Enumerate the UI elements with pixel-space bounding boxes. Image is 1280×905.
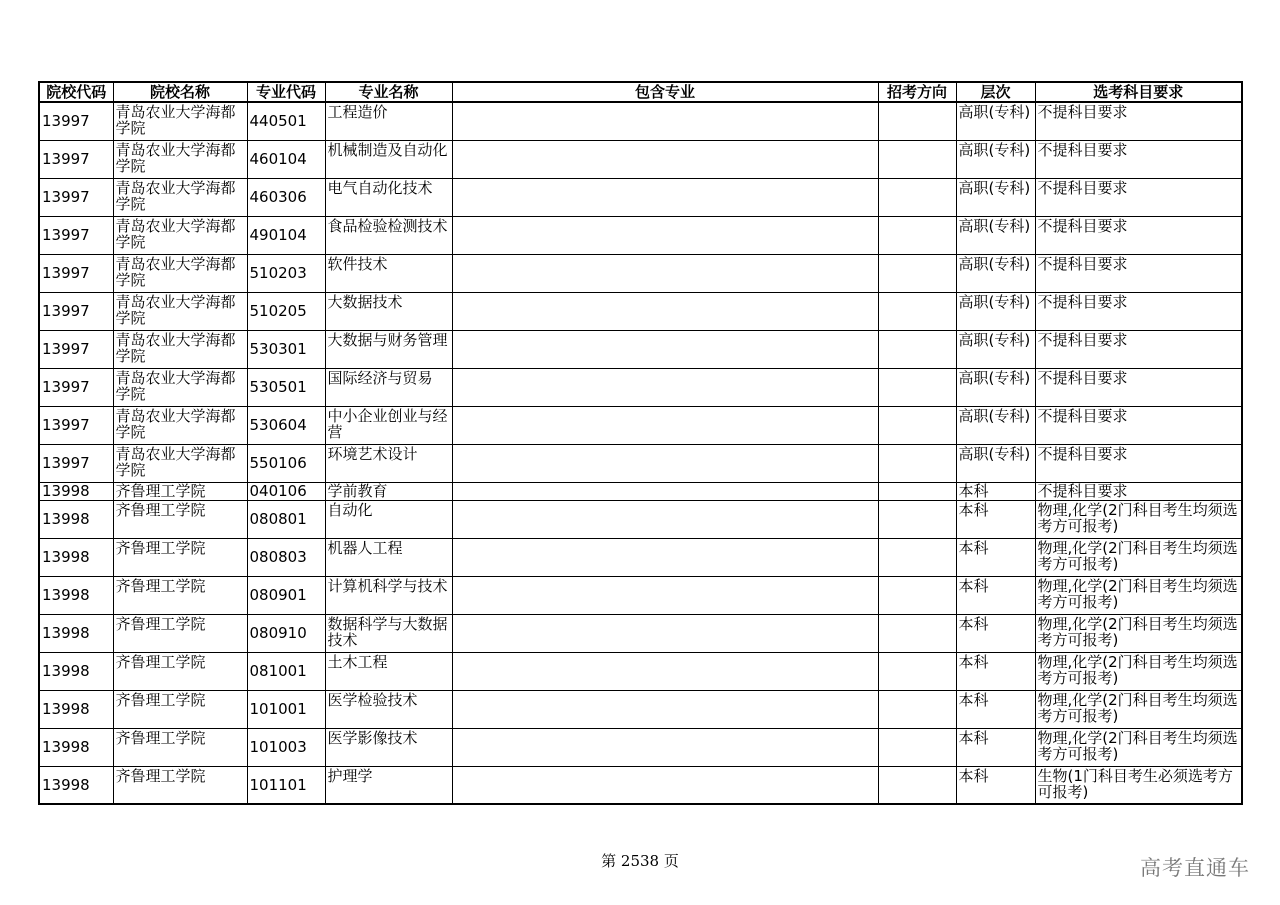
header-level: 层次 bbox=[956, 82, 1035, 102]
school-code-cell: 13997 bbox=[39, 254, 113, 292]
subject-requirement-cell: 不提科目要求 bbox=[1035, 444, 1242, 482]
included-majors-cell bbox=[452, 538, 878, 576]
subject-requirement-cell: 物理,化学(2门科目考生均须选考方可报考) bbox=[1035, 538, 1242, 576]
level-cell: 高职(专科) bbox=[956, 406, 1035, 444]
subject-requirement-cell: 不提科目要求 bbox=[1035, 178, 1242, 216]
school-name-cell: 青岛农业大学海都学院 bbox=[113, 292, 247, 330]
subject-requirement-cell: 不提科目要求 bbox=[1035, 482, 1242, 500]
major-code-cell: 490104 bbox=[247, 216, 325, 254]
included-majors-cell bbox=[452, 368, 878, 406]
major-name-cell: 机械制造及自动化 bbox=[325, 140, 452, 178]
subject-requirement-cell: 不提科目要求 bbox=[1035, 368, 1242, 406]
school-code-cell: 13997 bbox=[39, 140, 113, 178]
included-majors-cell bbox=[452, 406, 878, 444]
direction-cell bbox=[878, 444, 956, 482]
school-code-cell: 13998 bbox=[39, 482, 113, 500]
header-major-code: 专业代码 bbox=[247, 82, 325, 102]
table-row bbox=[39, 102, 1242, 140]
school-code-cell: 13998 bbox=[39, 690, 113, 728]
table-row bbox=[39, 728, 1242, 766]
level-cell: 高职(专科) bbox=[956, 368, 1035, 406]
subject-requirement-cell: 不提科目要求 bbox=[1035, 330, 1242, 368]
table-row bbox=[39, 216, 1242, 254]
direction-cell bbox=[878, 330, 956, 368]
header-subject-requirement: 选考科目要求 bbox=[1035, 82, 1242, 102]
table-header-row bbox=[39, 82, 1242, 102]
school-name-cell: 青岛农业大学海都学院 bbox=[113, 178, 247, 216]
major-code-cell: 530301 bbox=[247, 330, 325, 368]
major-code-cell: 101003 bbox=[247, 728, 325, 766]
included-majors-cell bbox=[452, 500, 878, 538]
subject-requirement-cell: 不提科目要求 bbox=[1035, 140, 1242, 178]
table-row bbox=[39, 614, 1242, 652]
major-name-cell: 学前教育 bbox=[325, 482, 452, 500]
included-majors-cell bbox=[452, 140, 878, 178]
school-code-cell: 13998 bbox=[39, 614, 113, 652]
level-cell: 本科 bbox=[956, 500, 1035, 538]
level-cell: 高职(专科) bbox=[956, 330, 1035, 368]
subject-requirement-cell: 生物(1门科目考生必须选考方可报考) bbox=[1035, 766, 1242, 804]
school-code-cell: 13997 bbox=[39, 292, 113, 330]
school-code-cell: 13998 bbox=[39, 500, 113, 538]
direction-cell bbox=[878, 652, 956, 690]
school-name-cell: 青岛农业大学海都学院 bbox=[113, 368, 247, 406]
major-name-cell: 医学检验技术 bbox=[325, 690, 452, 728]
level-cell: 本科 bbox=[956, 576, 1035, 614]
table-row bbox=[39, 538, 1242, 576]
level-cell: 高职(专科) bbox=[956, 102, 1035, 140]
school-name-cell: 青岛农业大学海都学院 bbox=[113, 254, 247, 292]
major-code-cell: 530501 bbox=[247, 368, 325, 406]
school-code-cell: 13997 bbox=[39, 178, 113, 216]
major-name-cell: 机器人工程 bbox=[325, 538, 452, 576]
major-code-cell: 081001 bbox=[247, 652, 325, 690]
school-name-cell: 青岛农业大学海都学院 bbox=[113, 406, 247, 444]
table-row bbox=[39, 368, 1242, 406]
direction-cell bbox=[878, 178, 956, 216]
table-row bbox=[39, 500, 1242, 538]
level-cell: 本科 bbox=[956, 614, 1035, 652]
school-code-cell: 13998 bbox=[39, 728, 113, 766]
subject-requirement-cell: 不提科目要求 bbox=[1035, 406, 1242, 444]
subject-requirement-cell: 不提科目要求 bbox=[1035, 216, 1242, 254]
subject-requirement-cell: 不提科目要求 bbox=[1035, 254, 1242, 292]
school-code-cell: 13998 bbox=[39, 538, 113, 576]
level-cell: 本科 bbox=[956, 538, 1035, 576]
school-code-cell: 13997 bbox=[39, 216, 113, 254]
major-name-cell: 自动化 bbox=[325, 500, 452, 538]
header-direction: 招考方向 bbox=[878, 82, 956, 102]
direction-cell bbox=[878, 254, 956, 292]
major-code-cell: 080901 bbox=[247, 576, 325, 614]
table-row bbox=[39, 444, 1242, 482]
school-name-cell: 齐鲁理工学院 bbox=[113, 728, 247, 766]
subject-requirement-cell: 物理,化学(2门科目考生均须选考方可报考) bbox=[1035, 728, 1242, 766]
level-cell: 高职(专科) bbox=[956, 178, 1035, 216]
school-name-cell: 齐鲁理工学院 bbox=[113, 690, 247, 728]
included-majors-cell bbox=[452, 178, 878, 216]
page-number: 第 2538 页 bbox=[601, 852, 679, 870]
subject-requirement-cell: 物理,化学(2门科目考生均须选考方可报考) bbox=[1035, 576, 1242, 614]
major-code-cell: 510203 bbox=[247, 254, 325, 292]
major-name-cell: 护理学 bbox=[325, 766, 452, 804]
major-code-cell: 080910 bbox=[247, 614, 325, 652]
school-code-cell: 13997 bbox=[39, 444, 113, 482]
table-body bbox=[39, 102, 1242, 804]
school-code-cell: 13997 bbox=[39, 102, 113, 140]
table-row bbox=[39, 254, 1242, 292]
school-name-cell: 青岛农业大学海都学院 bbox=[113, 330, 247, 368]
major-code-cell: 460306 bbox=[247, 178, 325, 216]
school-name-cell: 齐鲁理工学院 bbox=[113, 500, 247, 538]
school-name-cell: 青岛农业大学海都学院 bbox=[113, 140, 247, 178]
header-school-code: 院校代码 bbox=[39, 82, 113, 102]
included-majors-cell bbox=[452, 444, 878, 482]
level-cell: 本科 bbox=[956, 690, 1035, 728]
table-row bbox=[39, 690, 1242, 728]
major-name-cell: 食品检验检测技术 bbox=[325, 216, 452, 254]
school-name-cell: 齐鲁理工学院 bbox=[113, 576, 247, 614]
watermark: 高考直通车 bbox=[1140, 856, 1250, 880]
table-row bbox=[39, 482, 1242, 500]
included-majors-cell bbox=[452, 216, 878, 254]
level-cell: 本科 bbox=[956, 728, 1035, 766]
included-majors-cell bbox=[452, 482, 878, 500]
major-name-cell: 大数据技术 bbox=[325, 292, 452, 330]
direction-cell bbox=[878, 216, 956, 254]
major-code-cell: 510205 bbox=[247, 292, 325, 330]
header-major-name: 专业名称 bbox=[325, 82, 452, 102]
major-name-cell: 国际经济与贸易 bbox=[325, 368, 452, 406]
header-included-majors: 包含专业 bbox=[452, 82, 878, 102]
major-code-cell: 080801 bbox=[247, 500, 325, 538]
admissions-table bbox=[38, 81, 1243, 805]
direction-cell bbox=[878, 102, 956, 140]
subject-requirement-cell: 物理,化学(2门科目考生均须选考方可报考) bbox=[1035, 500, 1242, 538]
major-code-cell: 101001 bbox=[247, 690, 325, 728]
school-code-cell: 13997 bbox=[39, 330, 113, 368]
subject-requirement-cell: 物理,化学(2门科目考生均须选考方可报考) bbox=[1035, 652, 1242, 690]
direction-cell bbox=[878, 538, 956, 576]
table-row bbox=[39, 292, 1242, 330]
major-name-cell: 电气自动化技术 bbox=[325, 178, 452, 216]
table-row bbox=[39, 178, 1242, 216]
school-name-cell: 齐鲁理工学院 bbox=[113, 538, 247, 576]
included-majors-cell bbox=[452, 614, 878, 652]
major-name-cell: 中小企业创业与经营 bbox=[325, 406, 452, 444]
level-cell: 本科 bbox=[956, 482, 1035, 500]
school-code-cell: 13998 bbox=[39, 766, 113, 804]
major-name-cell: 数据科学与大数据技术 bbox=[325, 614, 452, 652]
major-code-cell: 550106 bbox=[247, 444, 325, 482]
major-code-cell: 460104 bbox=[247, 140, 325, 178]
included-majors-cell bbox=[452, 102, 878, 140]
subject-requirement-cell: 不提科目要求 bbox=[1035, 102, 1242, 140]
school-name-cell: 齐鲁理工学院 bbox=[113, 482, 247, 500]
table-row bbox=[39, 652, 1242, 690]
school-code-cell: 13997 bbox=[39, 368, 113, 406]
major-name-cell: 土木工程 bbox=[325, 652, 452, 690]
direction-cell bbox=[878, 500, 956, 538]
included-majors-cell bbox=[452, 576, 878, 614]
table-row bbox=[39, 140, 1242, 178]
direction-cell bbox=[878, 690, 956, 728]
included-majors-cell bbox=[452, 652, 878, 690]
header-school-name: 院校名称 bbox=[113, 82, 247, 102]
school-name-cell: 齐鲁理工学院 bbox=[113, 766, 247, 804]
table-row bbox=[39, 330, 1242, 368]
school-name-cell: 齐鲁理工学院 bbox=[113, 614, 247, 652]
major-name-cell: 环境艺术设计 bbox=[325, 444, 452, 482]
included-majors-cell bbox=[452, 690, 878, 728]
subject-requirement-cell: 物理,化学(2门科目考生均须选考方可报考) bbox=[1035, 614, 1242, 652]
direction-cell bbox=[878, 728, 956, 766]
school-name-cell: 青岛农业大学海都学院 bbox=[113, 216, 247, 254]
major-name-cell: 软件技术 bbox=[325, 254, 452, 292]
school-name-cell: 青岛农业大学海都学院 bbox=[113, 102, 247, 140]
major-code-cell: 040106 bbox=[247, 482, 325, 500]
table-row bbox=[39, 406, 1242, 444]
level-cell: 高职(专科) bbox=[956, 444, 1035, 482]
direction-cell bbox=[878, 576, 956, 614]
level-cell: 高职(专科) bbox=[956, 216, 1035, 254]
direction-cell bbox=[878, 140, 956, 178]
school-code-cell: 13998 bbox=[39, 576, 113, 614]
major-name-cell: 大数据与财务管理 bbox=[325, 330, 452, 368]
major-name-cell: 医学影像技术 bbox=[325, 728, 452, 766]
school-code-cell: 13998 bbox=[39, 652, 113, 690]
major-code-cell: 101101 bbox=[247, 766, 325, 804]
included-majors-cell bbox=[452, 254, 878, 292]
school-name-cell: 青岛农业大学海都学院 bbox=[113, 444, 247, 482]
direction-cell bbox=[878, 292, 956, 330]
school-name-cell: 齐鲁理工学院 bbox=[113, 652, 247, 690]
level-cell: 高职(专科) bbox=[956, 292, 1035, 330]
included-majors-cell bbox=[452, 766, 878, 804]
major-name-cell: 工程造价 bbox=[325, 102, 452, 140]
direction-cell bbox=[878, 482, 956, 500]
included-majors-cell bbox=[452, 292, 878, 330]
level-cell: 本科 bbox=[956, 652, 1035, 690]
included-majors-cell bbox=[452, 728, 878, 766]
direction-cell bbox=[878, 368, 956, 406]
subject-requirement-cell: 物理,化学(2门科目考生均须选考方可报考) bbox=[1035, 690, 1242, 728]
major-name-cell: 计算机科学与技术 bbox=[325, 576, 452, 614]
direction-cell bbox=[878, 766, 956, 804]
direction-cell bbox=[878, 406, 956, 444]
level-cell: 高职(专科) bbox=[956, 254, 1035, 292]
table-row bbox=[39, 576, 1242, 614]
level-cell: 高职(专科) bbox=[956, 140, 1035, 178]
direction-cell bbox=[878, 614, 956, 652]
school-code-cell: 13997 bbox=[39, 406, 113, 444]
subject-requirement-cell: 不提科目要求 bbox=[1035, 292, 1242, 330]
table-row bbox=[39, 766, 1242, 804]
major-code-cell: 080803 bbox=[247, 538, 325, 576]
level-cell: 本科 bbox=[956, 766, 1035, 804]
major-code-cell: 440501 bbox=[247, 102, 325, 140]
included-majors-cell bbox=[452, 330, 878, 368]
major-code-cell: 530604 bbox=[247, 406, 325, 444]
